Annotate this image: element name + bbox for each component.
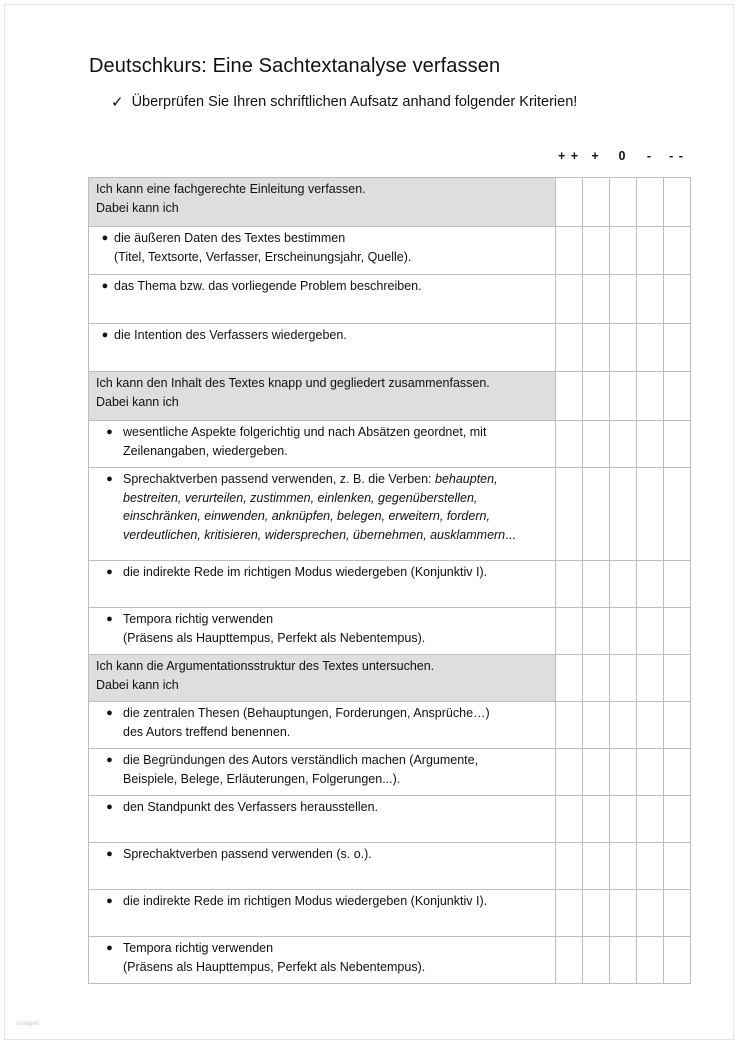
criterion-text xyxy=(89,421,556,468)
rating-scale-header xyxy=(555,149,690,167)
rating-checkbox-cell[interactable] xyxy=(637,324,664,372)
rating-checkbox-cell[interactable] xyxy=(637,937,664,984)
criterion-row xyxy=(89,324,691,372)
heading-line: Ich kann eine fachgerechte Einleitung verfassen. xyxy=(96,182,366,196)
criterion-row xyxy=(89,275,691,324)
rating-checkbox-cell[interactable] xyxy=(664,702,691,749)
bullet-icon: ● xyxy=(101,232,109,244)
rating-checkbox-cell[interactable] xyxy=(637,421,664,468)
rating-checkbox-cell[interactable] xyxy=(583,890,610,937)
criterion-text xyxy=(89,608,556,655)
criterion-text xyxy=(89,561,556,608)
rating-checkbox-cell[interactable] xyxy=(637,702,664,749)
heading-line: Ich kann die Argumentationsstruktur des Textes untersuchen. xyxy=(96,659,435,673)
criterion-row xyxy=(89,561,691,608)
bullet-icon: ● xyxy=(101,329,109,341)
criterion-line: Tempora richtig verwenden xyxy=(123,941,274,955)
criterion-row xyxy=(89,702,691,749)
rating-checkbox-cell[interactable] xyxy=(556,843,583,890)
rating-checkbox-cell[interactable] xyxy=(583,275,610,324)
criterion-line: die äußeren Daten des Textes bestimmen xyxy=(114,231,346,245)
rating-checkbox-cell[interactable] xyxy=(637,275,664,324)
rating-checkbox-cell[interactable] xyxy=(556,421,583,468)
criterion-line: die Intention des Verfassers wiedergeben. xyxy=(114,328,347,342)
rating-checkbox-cell[interactable] xyxy=(664,468,691,561)
rating-checkbox-cell[interactable] xyxy=(610,937,637,984)
criterion-line: Sprechaktverben passend verwenden (s. o.). xyxy=(123,847,372,861)
rating-checkbox-cell[interactable] xyxy=(610,796,637,843)
criterion-text xyxy=(89,468,556,561)
rating-checkbox-cell[interactable] xyxy=(583,937,610,984)
criterion-row xyxy=(89,608,691,655)
rating-checkbox-cell[interactable] xyxy=(583,227,610,275)
checkmark-icon: ✓ xyxy=(111,94,124,111)
rating-checkbox-cell[interactable] xyxy=(664,843,691,890)
criterion-text xyxy=(89,796,556,843)
criterion-line: das Thema bzw. das vorliegende Problem beschreiben. xyxy=(114,279,422,293)
instruction xyxy=(111,93,577,111)
footnote: vorlagen xyxy=(16,1021,40,1027)
rating-checkbox-cell[interactable] xyxy=(583,372,610,421)
rating-checkbox-cell[interactable] xyxy=(637,608,664,655)
criterion-row xyxy=(89,421,691,468)
rating-checkbox-cell[interactable] xyxy=(664,275,691,324)
bullet-icon: ● xyxy=(106,707,113,719)
criterion-row xyxy=(89,843,691,890)
criterion-line: des Autors treffend benennen. xyxy=(123,724,291,739)
rating-checkbox-cell[interactable] xyxy=(637,227,664,275)
rating-checkbox-cell[interactable] xyxy=(556,937,583,984)
rating-checkbox-cell[interactable] xyxy=(610,421,637,468)
bullet-icon: ● xyxy=(106,426,113,438)
verb-examples: behaupten, bestreiten, verurteilen, zustimmen, einlenken, gegenüberstellen, einschränken, einwenden, anknüpfen, belegen, erweitern, fordern, verdeutlichen, kritisieren, widersprechen, übernehmen, ausklammern xyxy=(123,472,506,542)
criterion-text xyxy=(89,324,556,372)
rating-checkbox-cell[interactable] xyxy=(664,890,691,937)
rating-checkbox-cell[interactable] xyxy=(637,468,664,561)
rating-checkbox-cell[interactable] xyxy=(556,702,583,749)
rating-checkbox-cell[interactable] xyxy=(583,655,610,702)
bullet-icon: ● xyxy=(106,566,113,578)
ellipsis: ... xyxy=(505,527,516,542)
rating-checkbox-cell[interactable] xyxy=(556,468,583,561)
heading-line: Dabei kann ich xyxy=(96,394,179,409)
criterion-line: die indirekte Rede im richtigen Modus wiedergeben (Konjunktiv I). xyxy=(123,894,488,908)
criterion-row xyxy=(89,227,691,275)
rating-checkbox-cell[interactable] xyxy=(556,890,583,937)
rating-checkbox-cell[interactable] xyxy=(637,749,664,796)
rating-checkbox-cell[interactable] xyxy=(664,937,691,984)
criterion-text xyxy=(89,843,556,890)
rating-checkbox-cell[interactable] xyxy=(637,561,664,608)
rating-checkbox-cell[interactable] xyxy=(556,227,583,275)
rating-checkbox-cell[interactable] xyxy=(610,275,637,324)
criterion-text xyxy=(89,749,556,796)
criterion-line: Zeilenangaben, wiedergeben. xyxy=(123,443,288,458)
bullet-icon: ● xyxy=(106,473,113,485)
criterion-line: Tempora richtig verwenden xyxy=(123,612,274,626)
rating-checkbox-cell[interactable] xyxy=(556,608,583,655)
criterion-plain-text: Sprechaktverben passend verwenden, z. B. die Verben: xyxy=(123,472,435,486)
rating-checkbox-cell[interactable] xyxy=(610,468,637,561)
rating-checkbox-cell[interactable] xyxy=(556,372,583,421)
rating-checkbox-cell[interactable] xyxy=(637,843,664,890)
rating-checkbox-cell[interactable] xyxy=(610,890,637,937)
rating-checkbox-cell[interactable] xyxy=(583,178,610,227)
criterion-line: Beispiele, Belege, Erläuterungen, Folgerungen...). xyxy=(123,771,401,786)
rating-checkbox-cell[interactable] xyxy=(583,608,610,655)
rating-checkbox-cell[interactable] xyxy=(664,608,691,655)
rating-checkbox-cell[interactable] xyxy=(610,178,637,227)
criteria-table xyxy=(88,177,691,984)
rating-checkbox-cell[interactable] xyxy=(664,655,691,702)
criterion-line: (Präsens als Haupttempus, Perfekt als Nebentempus). xyxy=(123,630,426,645)
criterion-row xyxy=(89,890,691,937)
heading-line: Dabei kann ich xyxy=(96,677,179,692)
rating-checkbox-cell[interactable] xyxy=(556,275,583,324)
criterion-row xyxy=(89,937,691,984)
rating-checkbox-cell[interactable] xyxy=(556,324,583,372)
section-heading xyxy=(89,372,556,421)
rating-label: 0 xyxy=(618,149,627,163)
rating-checkbox-cell[interactable] xyxy=(583,702,610,749)
rating-checkbox-cell[interactable] xyxy=(583,468,610,561)
rating-label: + + xyxy=(557,149,580,163)
rating-checkbox-cell[interactable] xyxy=(556,749,583,796)
criterion-text xyxy=(89,227,556,275)
rating-checkbox-cell[interactable] xyxy=(664,749,691,796)
criterion-line: wesentliche Aspekte folgerichtig und nach Absätzen geordnet, mit xyxy=(123,425,487,439)
bullet-icon: ● xyxy=(106,801,113,813)
rating-checkbox-cell[interactable] xyxy=(583,324,610,372)
rating-checkbox-cell[interactable] xyxy=(610,749,637,796)
rating-checkbox-cell[interactable] xyxy=(610,372,637,421)
rating-checkbox-cell[interactable] xyxy=(556,178,583,227)
rating-checkbox-cell[interactable] xyxy=(610,843,637,890)
rating-checkbox-cell[interactable] xyxy=(610,324,637,372)
criterion-line: den Standpunkt des Verfassers herausstellen. xyxy=(123,800,379,814)
rating-checkbox-cell[interactable] xyxy=(637,890,664,937)
rating-label: - - xyxy=(669,149,684,163)
bullet-icon: ● xyxy=(106,848,113,860)
rating-checkbox-cell[interactable] xyxy=(556,561,583,608)
rating-checkbox-cell[interactable] xyxy=(664,324,691,372)
bullet-icon: ● xyxy=(106,754,113,766)
rating-label: - xyxy=(646,149,653,163)
section-heading-row xyxy=(89,372,691,421)
rating-checkbox-cell[interactable] xyxy=(610,227,637,275)
rating-checkbox-cell[interactable] xyxy=(583,843,610,890)
rating-checkbox-cell[interactable] xyxy=(610,608,637,655)
criterion-text xyxy=(89,937,556,984)
rating-label: + xyxy=(591,149,600,163)
rating-checkbox-cell[interactable] xyxy=(664,796,691,843)
rating-checkbox-cell[interactable] xyxy=(583,749,610,796)
heading-line: Ich kann den Inhalt des Textes knapp und gegliedert zusammenfassen. xyxy=(96,376,490,390)
rating-checkbox-cell[interactable] xyxy=(583,796,610,843)
criterion-line: (Titel, Textsorte, Verfasser, Erscheinungsjahr, Quelle). xyxy=(114,249,412,264)
rating-checkbox-cell[interactable] xyxy=(556,655,583,702)
rating-checkbox-cell[interactable] xyxy=(583,421,610,468)
rating-checkbox-cell[interactable] xyxy=(610,561,637,608)
rating-checkbox-cell[interactable] xyxy=(556,796,583,843)
heading-line: Dabei kann ich xyxy=(96,200,179,215)
criterion-row xyxy=(89,796,691,843)
criterion-line: die Begründungen des Autors verständlich machen (Argumente, xyxy=(123,753,479,767)
bullet-icon: ● xyxy=(106,942,113,954)
criterion-line: die indirekte Rede im richtigen Modus wiedergeben (Konjunktiv I). xyxy=(123,565,488,579)
criterion-line: (Präsens als Haupttempus, Perfekt als Nebentempus). xyxy=(123,959,426,974)
rating-checkbox-cell[interactable] xyxy=(637,372,664,421)
bullet-icon: ● xyxy=(106,895,113,907)
rating-checkbox-cell[interactable] xyxy=(610,702,637,749)
section-heading xyxy=(89,178,556,227)
section-heading xyxy=(89,655,556,702)
rating-checkbox-cell[interactable] xyxy=(664,421,691,468)
rating-checkbox-cell[interactable] xyxy=(664,227,691,275)
criterion-row xyxy=(89,468,691,561)
section-heading-row xyxy=(89,178,691,227)
rating-checkbox-cell[interactable] xyxy=(637,796,664,843)
bullet-icon: ● xyxy=(106,613,113,625)
criterion-text xyxy=(89,702,556,749)
bullet-icon: ● xyxy=(101,280,109,292)
rating-checkbox-cell[interactable] xyxy=(664,178,691,227)
criterion-text xyxy=(89,890,556,937)
rating-checkbox-cell[interactable] xyxy=(610,655,637,702)
rating-checkbox-cell[interactable] xyxy=(664,561,691,608)
criterion-line: die zentralen Thesen (Behauptungen, Forderungen, Ansprüche…) xyxy=(123,706,490,720)
rating-checkbox-cell[interactable] xyxy=(664,372,691,421)
section-heading-row xyxy=(89,655,691,702)
page-title: Deutschkurs: Eine Sachtextanalyse verfassen xyxy=(89,55,501,77)
rating-checkbox-cell[interactable] xyxy=(583,561,610,608)
criterion-text xyxy=(89,275,556,324)
rating-checkbox-cell[interactable] xyxy=(637,178,664,227)
instruction-text: Überprüfen Sie Ihren schriftlichen Aufsatz anhand folgender Kriterien! xyxy=(131,94,578,110)
criterion-row xyxy=(89,749,691,796)
rating-checkbox-cell[interactable] xyxy=(637,655,664,702)
